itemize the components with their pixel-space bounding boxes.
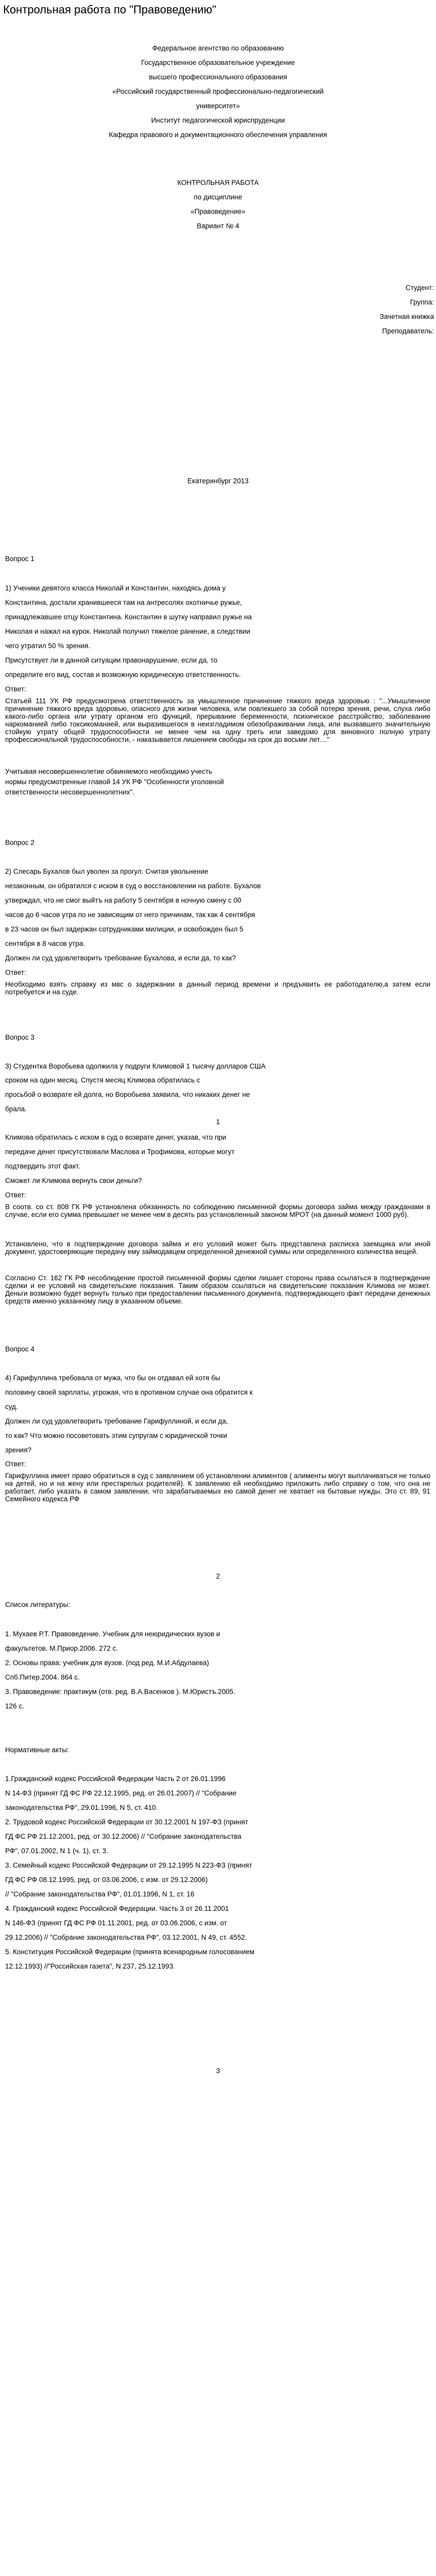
act-item: 5. Конституция Российской Федерации (принята всенародным голосованием bbox=[5, 1948, 255, 1956]
work-line: по дисциплине bbox=[194, 193, 242, 201]
acts-heading: Нормативные акты: bbox=[5, 1746, 69, 1754]
page-number: 1 bbox=[216, 1118, 220, 1126]
act-item: N 146-ФЗ (принят ГД ФС РФ 01.11.2001, ред. от 03.06.2006, с изм. от bbox=[5, 1919, 227, 1927]
header-line: университет» bbox=[196, 102, 240, 110]
question-line: подтвердить этот факт. bbox=[5, 1162, 80, 1170]
answer-label: Ответ: bbox=[5, 1191, 26, 1199]
header-line: «Российский государственный профессионально-педагогический bbox=[112, 88, 324, 95]
literature-item: 2. Основы права: учебник для вузов. (под ред. М.И.Абдулаева) bbox=[5, 1659, 209, 1667]
question-heading: Вопрос 4 bbox=[5, 1345, 34, 1353]
question-line: сроком на один месяц. Спустя месяц Климова обратилась с bbox=[5, 1076, 200, 1084]
question-line: утверждал, что не смог выйтъ на работу 5 сентября в ночную смену с 00 bbox=[5, 896, 241, 904]
question-line: Должен ли суд удовлетворить требование Гарифуллиной, и если да, bbox=[5, 1417, 228, 1425]
question-heading: Вопрос 3 bbox=[5, 1033, 34, 1041]
question-line: 3) Студентка Воробьева одолжила у подруги Климовой 1 тысячу долларов США bbox=[5, 1062, 266, 1070]
answer-paragraph: Гарифуллина имеет право обратиться в суд с заявлением об установлении алиментов ( алименты могут выплачиваться не только на детей, но и на жену или престарелых родителей). К заявлению ей необходимо приложить либо справку о том, что она не работает, либо указать в самом заявлении, что зарабатываемых ею самой денег не хватает на бытовые нужды. Это ст. 89, 91 Семейного кодекса РФ bbox=[5, 1472, 430, 1503]
question-line: незаконным, он обратился с иском в суд о восстановлении на работе. Бухалов bbox=[5, 882, 261, 890]
question-line: передаче денег присутствовали Маслова и Трофимова, которые могут bbox=[5, 1148, 235, 1156]
answer-paragraph: Необходимо взять справку из мвс о задержании в данный период времени и предъявить ее работодателю,а затем если потребуется и на суде. bbox=[5, 980, 430, 996]
question-line: 1) Ученики девятого класса Николай и Константин, находясь дома у bbox=[5, 584, 226, 592]
literature-item: 126 с. bbox=[5, 1702, 24, 1710]
literature-item: 1. Мухаев Р.Т. Правоведение. Учебник для неюридических вузов и bbox=[5, 1630, 220, 1638]
act-item: // "Собрание законодательства РФ", 01.01.1996, N 1, ст. 16 bbox=[5, 1890, 195, 1898]
record-book-field: Зачетная книжка bbox=[379, 313, 434, 320]
header-line: высшего профессионального образования bbox=[149, 73, 287, 81]
act-item: ГД ФС РФ 08.12.1995, ред. от 03.06.2006, с изм. от 29.12.2006) bbox=[5, 1876, 208, 1884]
answer-label: Ответ: bbox=[5, 1460, 26, 1468]
header-line: Государственное образовательное учреждение bbox=[141, 59, 295, 66]
literature-item: факультетов. М.Приор.2006. 272 с. bbox=[5, 1645, 118, 1652]
question-line: нормы предусмотренные главой 14 УК РФ "Особенности уголовной bbox=[5, 778, 224, 786]
act-item: 3. Семейный кодекс Российской Федерации от 29.12.1995 N 223-ФЗ (принят bbox=[5, 1861, 252, 1869]
question-line: сентября в 8 часов утра. bbox=[5, 940, 85, 947]
city-year: Екатеринбург 2013 bbox=[187, 477, 249, 485]
question-line: Климова обратилась с иском в суд о возврате денег, указав, что при bbox=[5, 1133, 226, 1141]
question-line: чего утратил 50 % зрения. bbox=[5, 642, 91, 650]
question-line: определите его вид, состав и возможную юридическую ответственность. bbox=[5, 671, 241, 679]
question-line: Николая и нажал на курок. Николай получил тяжелое ранение, в следствии bbox=[5, 628, 251, 635]
question-line: брала. bbox=[5, 1105, 27, 1113]
act-item: РФ", 07.01.2002, N 1 (ч. 1), ст. 3. bbox=[5, 1847, 108, 1855]
question-line: 4) Гарифуллина требовала от мужа, что бы он отдавал ей хотя бы bbox=[5, 1374, 220, 1382]
question-line: то как? Что можно посоветовать этим супругам с юридической точки bbox=[5, 1432, 228, 1439]
teacher-field: Преподаватель: bbox=[382, 327, 434, 335]
answer-paragraph: Статьей 111 УК РФ предусмотрена ответственность за умышленное причинение тяжкого вреда здоровью : "...Умышленное причинение тяжкого вреда здоровью, опасного для жизни человека, или повлекшего за собой потерю зрения, речи, слуха либо какого-либо органа или утрату органом его функций, прерывание беременности, психическое расстройство, заболевание наркоманией либо токсикоманией, или выразившегося в неизгладимом обезображивании лица, или вызвавшего значительную стойкую утрату общей трудоспособности не менее чем на одну треть или заведомо для виновного полную утрату профессиональной трудоспособности, - наказывается лишением свободы на срок до восьми лет...." bbox=[5, 697, 430, 743]
question-heading: Вопрос 1 bbox=[5, 555, 34, 563]
group-field: Группа: bbox=[410, 298, 434, 306]
question-line: зрения? bbox=[5, 1446, 32, 1454]
answer-paragraph: Согласно Ст. 162 ГК РФ несоблюдение простой письменной формы сделки лишает стороны права ссылаться в подтверждение сделки и ее условий на свидетельские показания. Таким образом ссылаться на свидетельские показания Климова не может. Деньги возможно будет вернуть только при предоставлении письменного документа, подтверждающего факт передачи денежных средств именно указанному лицу в указанном объеме. bbox=[5, 1274, 430, 1305]
work-line: Вариант № 4 bbox=[197, 222, 239, 230]
act-item: 1.Гражданский кодекс Российской Федерации Часть 2 от 26.01.1996 bbox=[5, 1775, 226, 1783]
header-line: Федеральное агентство по образованию bbox=[152, 44, 284, 52]
answer-label: Ответ: bbox=[5, 969, 26, 976]
act-item: 2. Трудовой кодекс Российской Федерации от 30.12.2001 N 197-ФЗ (принят bbox=[5, 1818, 249, 1826]
question-line: половину своей зарплаты, угрожая, что в противном случае она обратится к bbox=[5, 1388, 253, 1396]
header-line: Институт педагогической юриспруденции bbox=[151, 116, 285, 124]
answer-label: Ответ: bbox=[5, 685, 26, 693]
question-line: просьбой о возврате ей долга, но Воробьева заявила, что никаких денег не bbox=[5, 1091, 250, 1098]
act-item: законодательства РФ", 29.01.1996, N 5, ст. 410. bbox=[5, 1804, 158, 1811]
answer-paragraph: Установлено, что в подтверждение договора займа и его условий может быть представлена расписка заемщика или иной документ, удостоверяющие передачу ему займодавцем определенной денежной суммы или определенного количества вещей. bbox=[5, 1240, 430, 1256]
act-item: 12.12.1993) //"Российская газета", N 237, 25.12.1993. bbox=[5, 1962, 175, 1970]
student-field: Студент: bbox=[405, 284, 434, 292]
answer-paragraph: В соотв. со ст. 808 ГК РФ установлена обязанность по соблюдению письменной формы договора займа между гражданами в случае, если его сумма превышает не менее чем в десять раз установленный законом МРОТ (на данный момент 1000 руб). bbox=[5, 1203, 430, 1218]
document-title: Контрольная работа по "Правоведению" bbox=[3, 3, 217, 16]
literature-heading: Список литературы: bbox=[5, 1601, 71, 1608]
question-line: Присутствует ли в данной ситуации правонарушение, если да, то bbox=[5, 656, 218, 664]
question-line: часов до 6 часов утра по не зависящим от него причинам, так как 4 сентября bbox=[5, 911, 255, 919]
header-line: Кафедра правового и документационного обеспечения управления bbox=[109, 131, 327, 139]
question-line: в 23 часов он был задержан сотрудниками милиции, и освобожден был 5 bbox=[5, 925, 243, 933]
question-line: Учитывая несовершеннолетие обвиняемого необходимо учесть bbox=[5, 768, 213, 775]
question-line: 2) Слесарь Бухалов был уволен за прогул. Считая увольнение bbox=[5, 868, 208, 875]
page-number: 2 bbox=[216, 1572, 220, 1580]
question-line: Сможет ли Климова вернуть свои деньги? bbox=[5, 1177, 142, 1184]
act-item: 4. Гражданский кодекс Российской Федерации. Часть 3 от 26.11.2001 bbox=[5, 1905, 229, 1912]
work-line: КОНТРОЛЬНАЯ РАБОТА bbox=[177, 179, 259, 187]
act-item: ГД ФС РФ 21.12.2001, ред. от 30.12.2006) // "Собрание законодательства bbox=[5, 1833, 241, 1840]
question-line: принадлежавшее отцу Константина. Константин в шутку направил ружье на bbox=[5, 613, 252, 621]
question-heading: Вопрос 2 bbox=[5, 839, 34, 846]
literature-item: 3. Правоведение: практикум (отв. ред. В.А.Васенков ). М.Юристъ.2005. bbox=[5, 1688, 236, 1696]
question-line: ответственности несовершеннолетних". bbox=[5, 788, 134, 796]
work-line: «Правоведение» bbox=[190, 208, 246, 215]
page-number: 3 bbox=[216, 2067, 220, 2075]
act-item: 29.12.2006) // "Собрание законодательства РФ", 03.12.2001, N 49, ст. 4552. bbox=[5, 1934, 247, 1941]
act-item: N 14-ФЗ (принят ГД ФС РФ 22.12.1995, ред. от 26.01.2007) // "Собрание bbox=[5, 1789, 237, 1797]
question-line: суд. bbox=[5, 1403, 18, 1411]
question-line: Константина, достали хранившееся там на антресолях охотничье ружье, bbox=[5, 599, 242, 606]
question-line: Должен ли суд удовлетворить требование Бухалова, и если да, то как? bbox=[5, 954, 236, 962]
literature-item: Спб.Питер.2004. 864 с. bbox=[5, 1673, 80, 1681]
